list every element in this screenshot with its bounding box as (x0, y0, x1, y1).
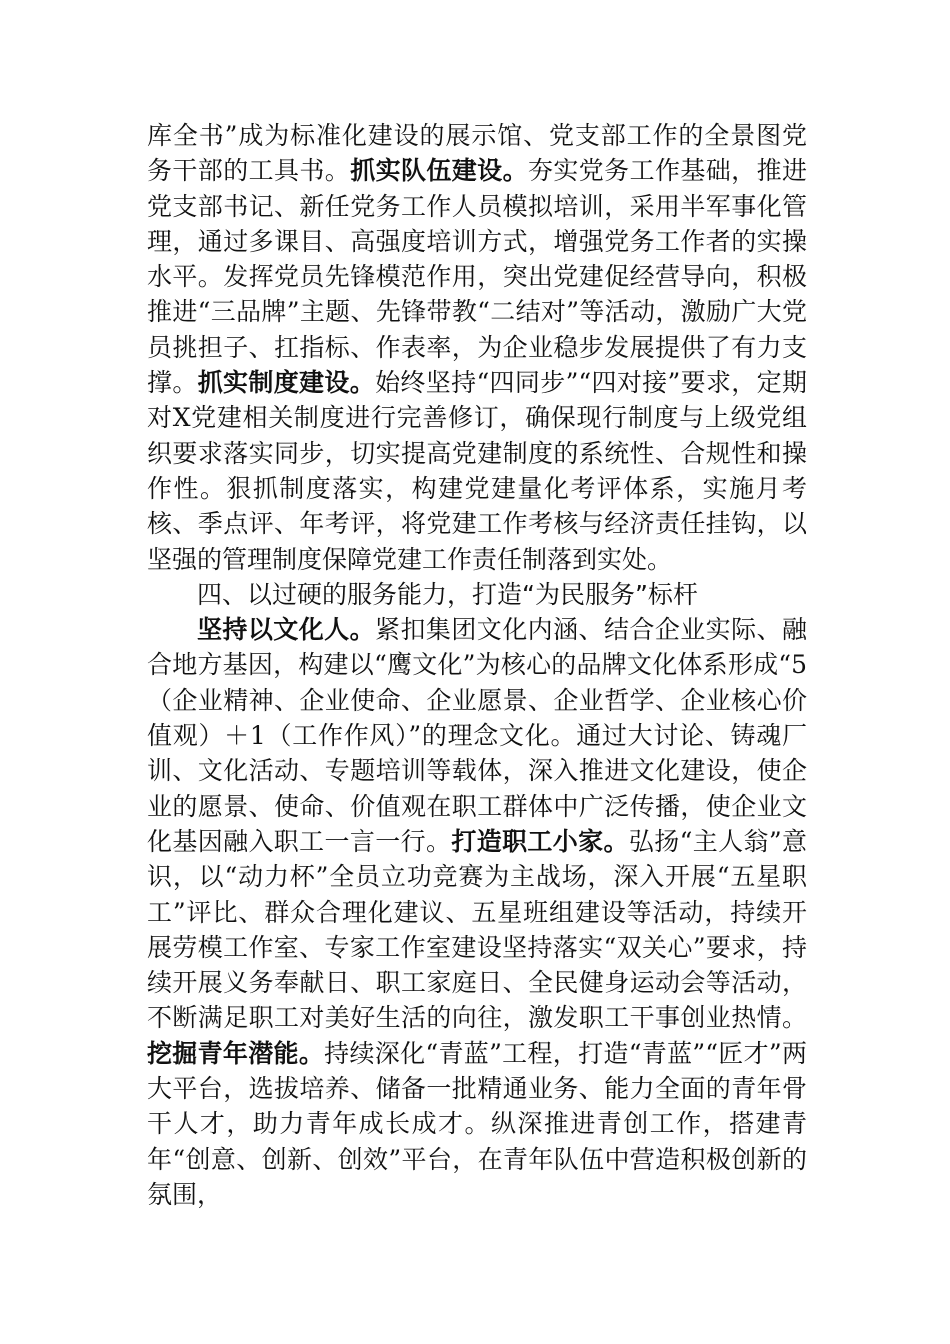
paragraph-culture-and-youth (147, 612, 807, 1212)
document-body (147, 118, 807, 1212)
section-heading: 四、以过硬的服务能力，打造“为民服务”标杆 (197, 579, 698, 609)
bold-lead-team-building: 抓实队伍建设。 (350, 156, 528, 186)
paragraph-text: 夯实党务工作基础，推进党支部书记、新任党务工作人员模拟培训，采用半军事化管理，通过多课目、高强度培训方式，增强党务工作者的实操水平。发挥党员先锋模范作用，突出党建促经营导向，积极推进“三品牌”主题、先锋带教“二结对”等活动，激励广大党员挑担子、扛指标、作表率，为企业稳步发展提供了有力支撑。 (147, 156, 807, 398)
bold-lead-youth-potential: 挖掘青年潜能。 (147, 1038, 325, 1068)
paragraph-text: 库全书”成为标准化建设的展示馆、党支部工作的全景图党务干部的工具书。 (147, 121, 807, 186)
paragraph-team-and-system-building (147, 118, 807, 577)
bold-lead-staff-home: 打造职工小家。 (451, 826, 629, 856)
paragraph-text: 弘扬“主人翁”意识，以“动力杯”全员立功竞赛为主战场，深入开展“五星职工”评比、群众合理化建议、五星班组建设等活动，持续开展劳模工作室、专家工作室建设坚持落实“双关心”要求，持续开展义务奉献日、职工家庭日、全民健身运动会等活动，不断满足职工对美好生活的向往，激发职工干事创业热情。 (147, 826, 807, 1033)
paragraph-text: 紧扣集团文化内涵、结合企业实际、融合地方基因，构建以“鹰文化”为核心的品牌文化体系形成“5（企业精神、企业使命、企业愿景、企业哲学、企业核心价值观）＋1（工作作风）”的理念文化。通过大讨论、铸魂厂训、文化活动、专题培训等载体，深入推进文化建设，使企业的愿景、使命、价值观在职工群体中广泛传播，使企业文化基因融入职工一言一行。 (147, 615, 807, 856)
bold-lead-system-building: 抓实制度建设。 (197, 368, 376, 398)
paragraph-text: 始终坚持“四同步”“四对接”要求，定期对X党建相关制度进行完善修订，确保现行制度与上级党组织要求落实同步，切实提高党建制度的系统性、合规性和操作性。狠抓制度落实，构建党建量化考评体系，实施月考核、季点评、年考评，将党建工作考核与经济责任挂钩，以坚强的管理制度保障党建工作责任制落到实处。 (147, 368, 807, 574)
paragraph-text: 持续深化“青蓝”工程，打造“青蓝”“匠才”两大平台，选拔培养、储备一批精通业务、能力全面的青年骨干人才，助力青年成长成才。纵深推进青创工作，搭建青年“创意、创新、创效”平台，在青年队伍中营造积极创新的氛围， (147, 1038, 807, 1209)
bold-lead-culture: 坚持以文化人。 (197, 615, 376, 645)
